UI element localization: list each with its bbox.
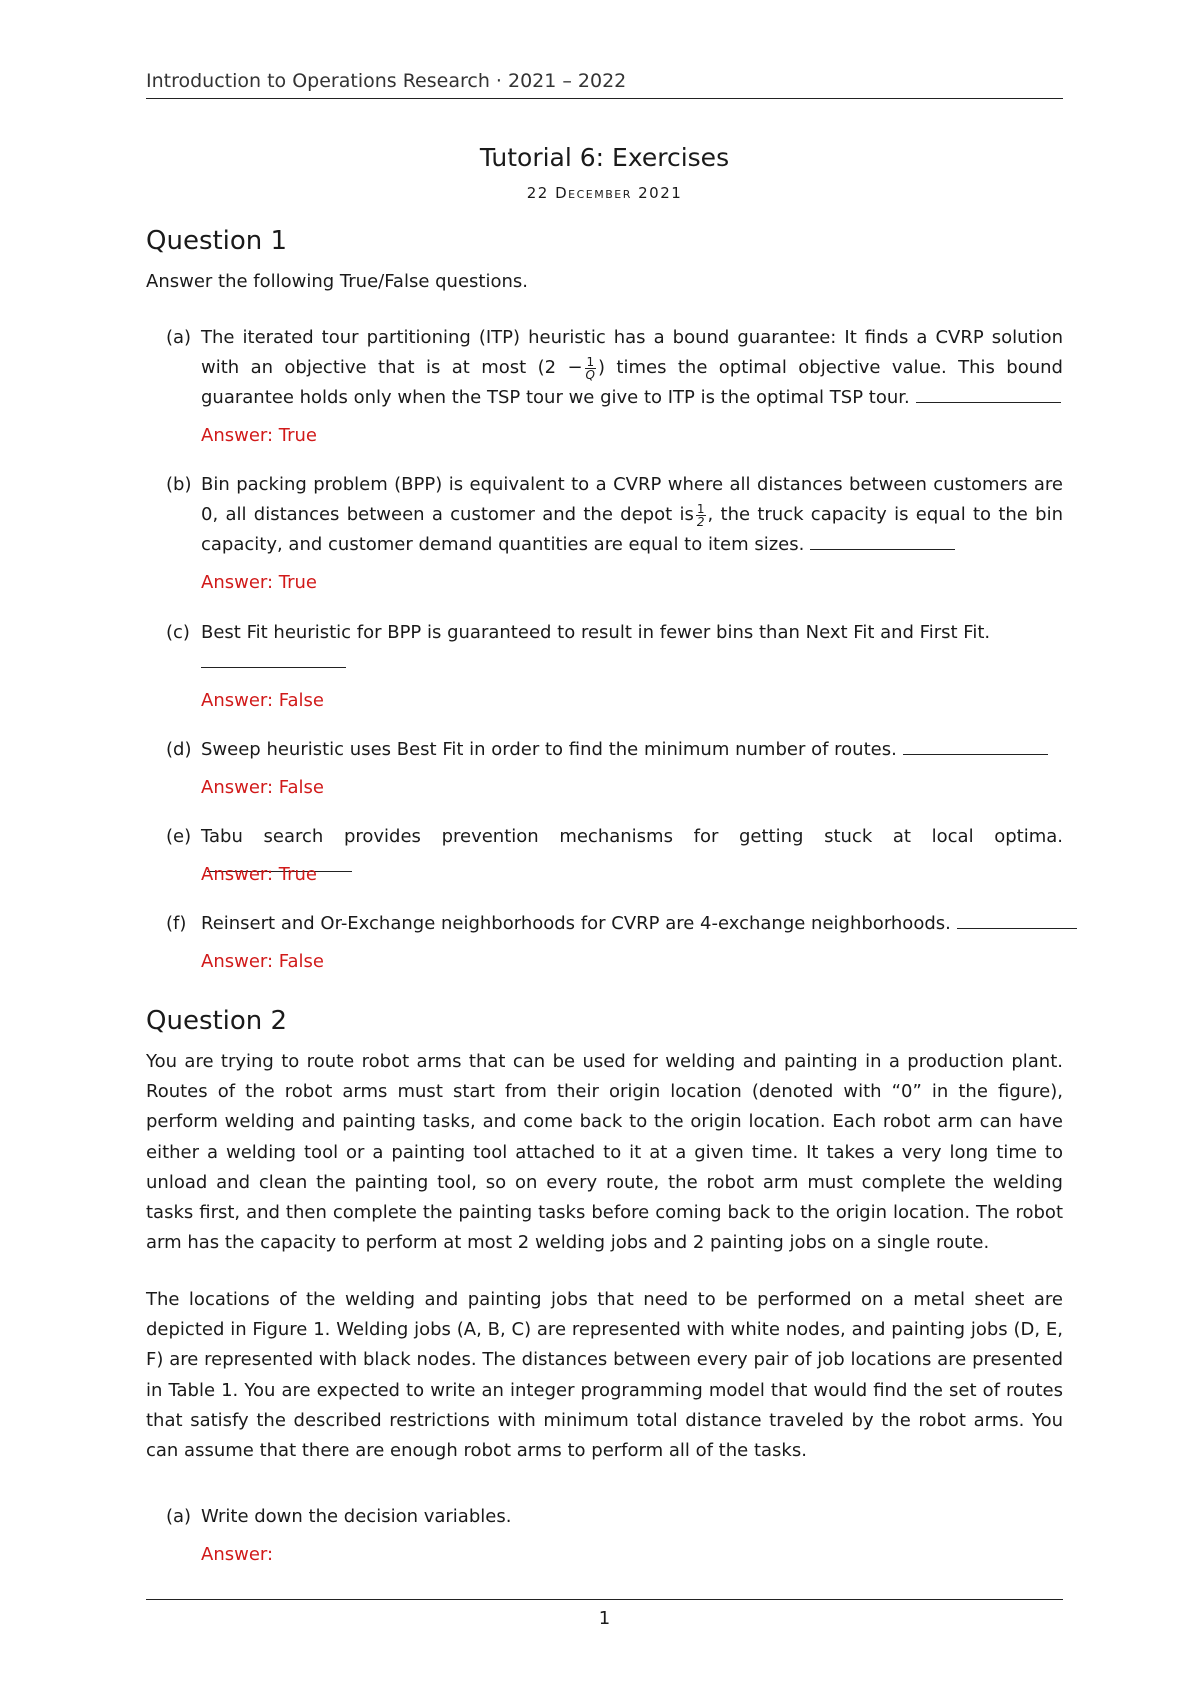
item-text: Sweep heuristic uses Best Fit in order to find the minimum number of routes. (201, 735, 1063, 765)
answer-blank (957, 910, 1077, 929)
answer-text: Answer: False (201, 951, 324, 972)
answer-text: Answer: True (201, 572, 317, 593)
fraction: $\frac{1}{Q}$ (585, 354, 595, 382)
footer-rule (146, 1599, 1063, 1600)
item-label: (b) (166, 474, 192, 495)
answer-blank (903, 736, 1048, 755)
item-label: (f) (166, 913, 187, 934)
question-2-paragraph-2: The locations of the welding and painting jobs that need to be performed on a metal sheet are depicted in Figure 1. Welding jobs (A, B, C) are represented with white nodes, and painting jobs (D, E, F) are represented with black nodes. The distances between every pair of job locations are presented in Table 1. You are expected to write an integer programming model that would find the set of routes that satisfy the described restrictions with minimum total distance traveled by the robot arms. You can assume that there are enough robot arms to perform all of the tasks. (146, 1289, 1063, 1462)
item-text: Write down the decision variables. (201, 1506, 512, 1527)
answer-blank (916, 384, 1061, 403)
item-text: Best Fit heuristic for BPP is guaranteed to result in fewer bins than Next Fit and First Fit. (201, 618, 1063, 678)
document-date: 22 December 2021 (526, 184, 683, 202)
answer-text: Answer: False (201, 690, 324, 711)
answer-blank (810, 531, 955, 550)
answer-blank (201, 649, 346, 668)
item-text: Tabu search provides prevention mechanisms for getting stuck at local optima. (201, 822, 1063, 882)
answer-text: Answer: (201, 1544, 274, 1565)
question-1-intro: Answer the following True/False questions. (146, 271, 528, 292)
item-label: (d) (166, 739, 192, 760)
answer-text: Answer: True (201, 864, 317, 885)
item-label: (e) (166, 826, 192, 847)
answer-text: Answer: False (201, 777, 324, 798)
item-text: Bin packing problem (BPP) is equivalent to a CVRP where all distances between customers are 0, all distances between a customer and the depot is $\frac{1}{2}$ , the truck capacity is equal to the bin capacity, and customer demand quantities are equal to item sizes. (201, 474, 1063, 555)
item-text: Reinsert and Or-Exchange neighborhoods for CVRP are 4-exchange neighborhoods. (201, 909, 1063, 939)
question-2-paragraph-1: You are trying to route robot arms that can be used for welding and painting in a production plant. Routes of the robot arms must start from their origin location (denoted with “0” in the figure), perform welding and painting tasks, and come back to the origin location. Each robot arm can have either a welding tool or a painting tool attached to it at a given time. It takes a very long time to unload and clean the painting tool, so on every route, the robot arm must complete the welding tasks first, and then complete the painting tasks before coming back to the origin location. The robot arm has the capacity to perform at most 2 welding jobs and 2 painting jobs on a single route. (146, 1051, 1063, 1254)
fraction: $\frac{1}{2}$ (696, 501, 705, 529)
answer-text: Answer: True (201, 425, 317, 446)
item-label: (a) (166, 327, 192, 348)
document-title: Tutorial 6: Exercises (479, 143, 730, 172)
item-text: The iterated tour partitioning (ITP) heuristic has a bound guarantee: It finds a CVRP solution with an objective that is at most (2 − $\frac{1}{Q}$ ) times the optimal objective value. This bound guarantee holds only when the TSP tour we give to ITP is the optimal TSP tour. (201, 327, 1063, 408)
question-2-heading: Question 2 (146, 1006, 288, 1036)
document-page (146, 0, 1063, 1696)
item-label: (a) (166, 1506, 192, 1527)
running-header: Introduction to Operations Research · 2021 – 2022 (146, 70, 1063, 99)
item-label: (c) (166, 622, 190, 643)
page-number: 1 (598, 1608, 611, 1629)
question-1-heading: Question 1 (146, 226, 288, 256)
